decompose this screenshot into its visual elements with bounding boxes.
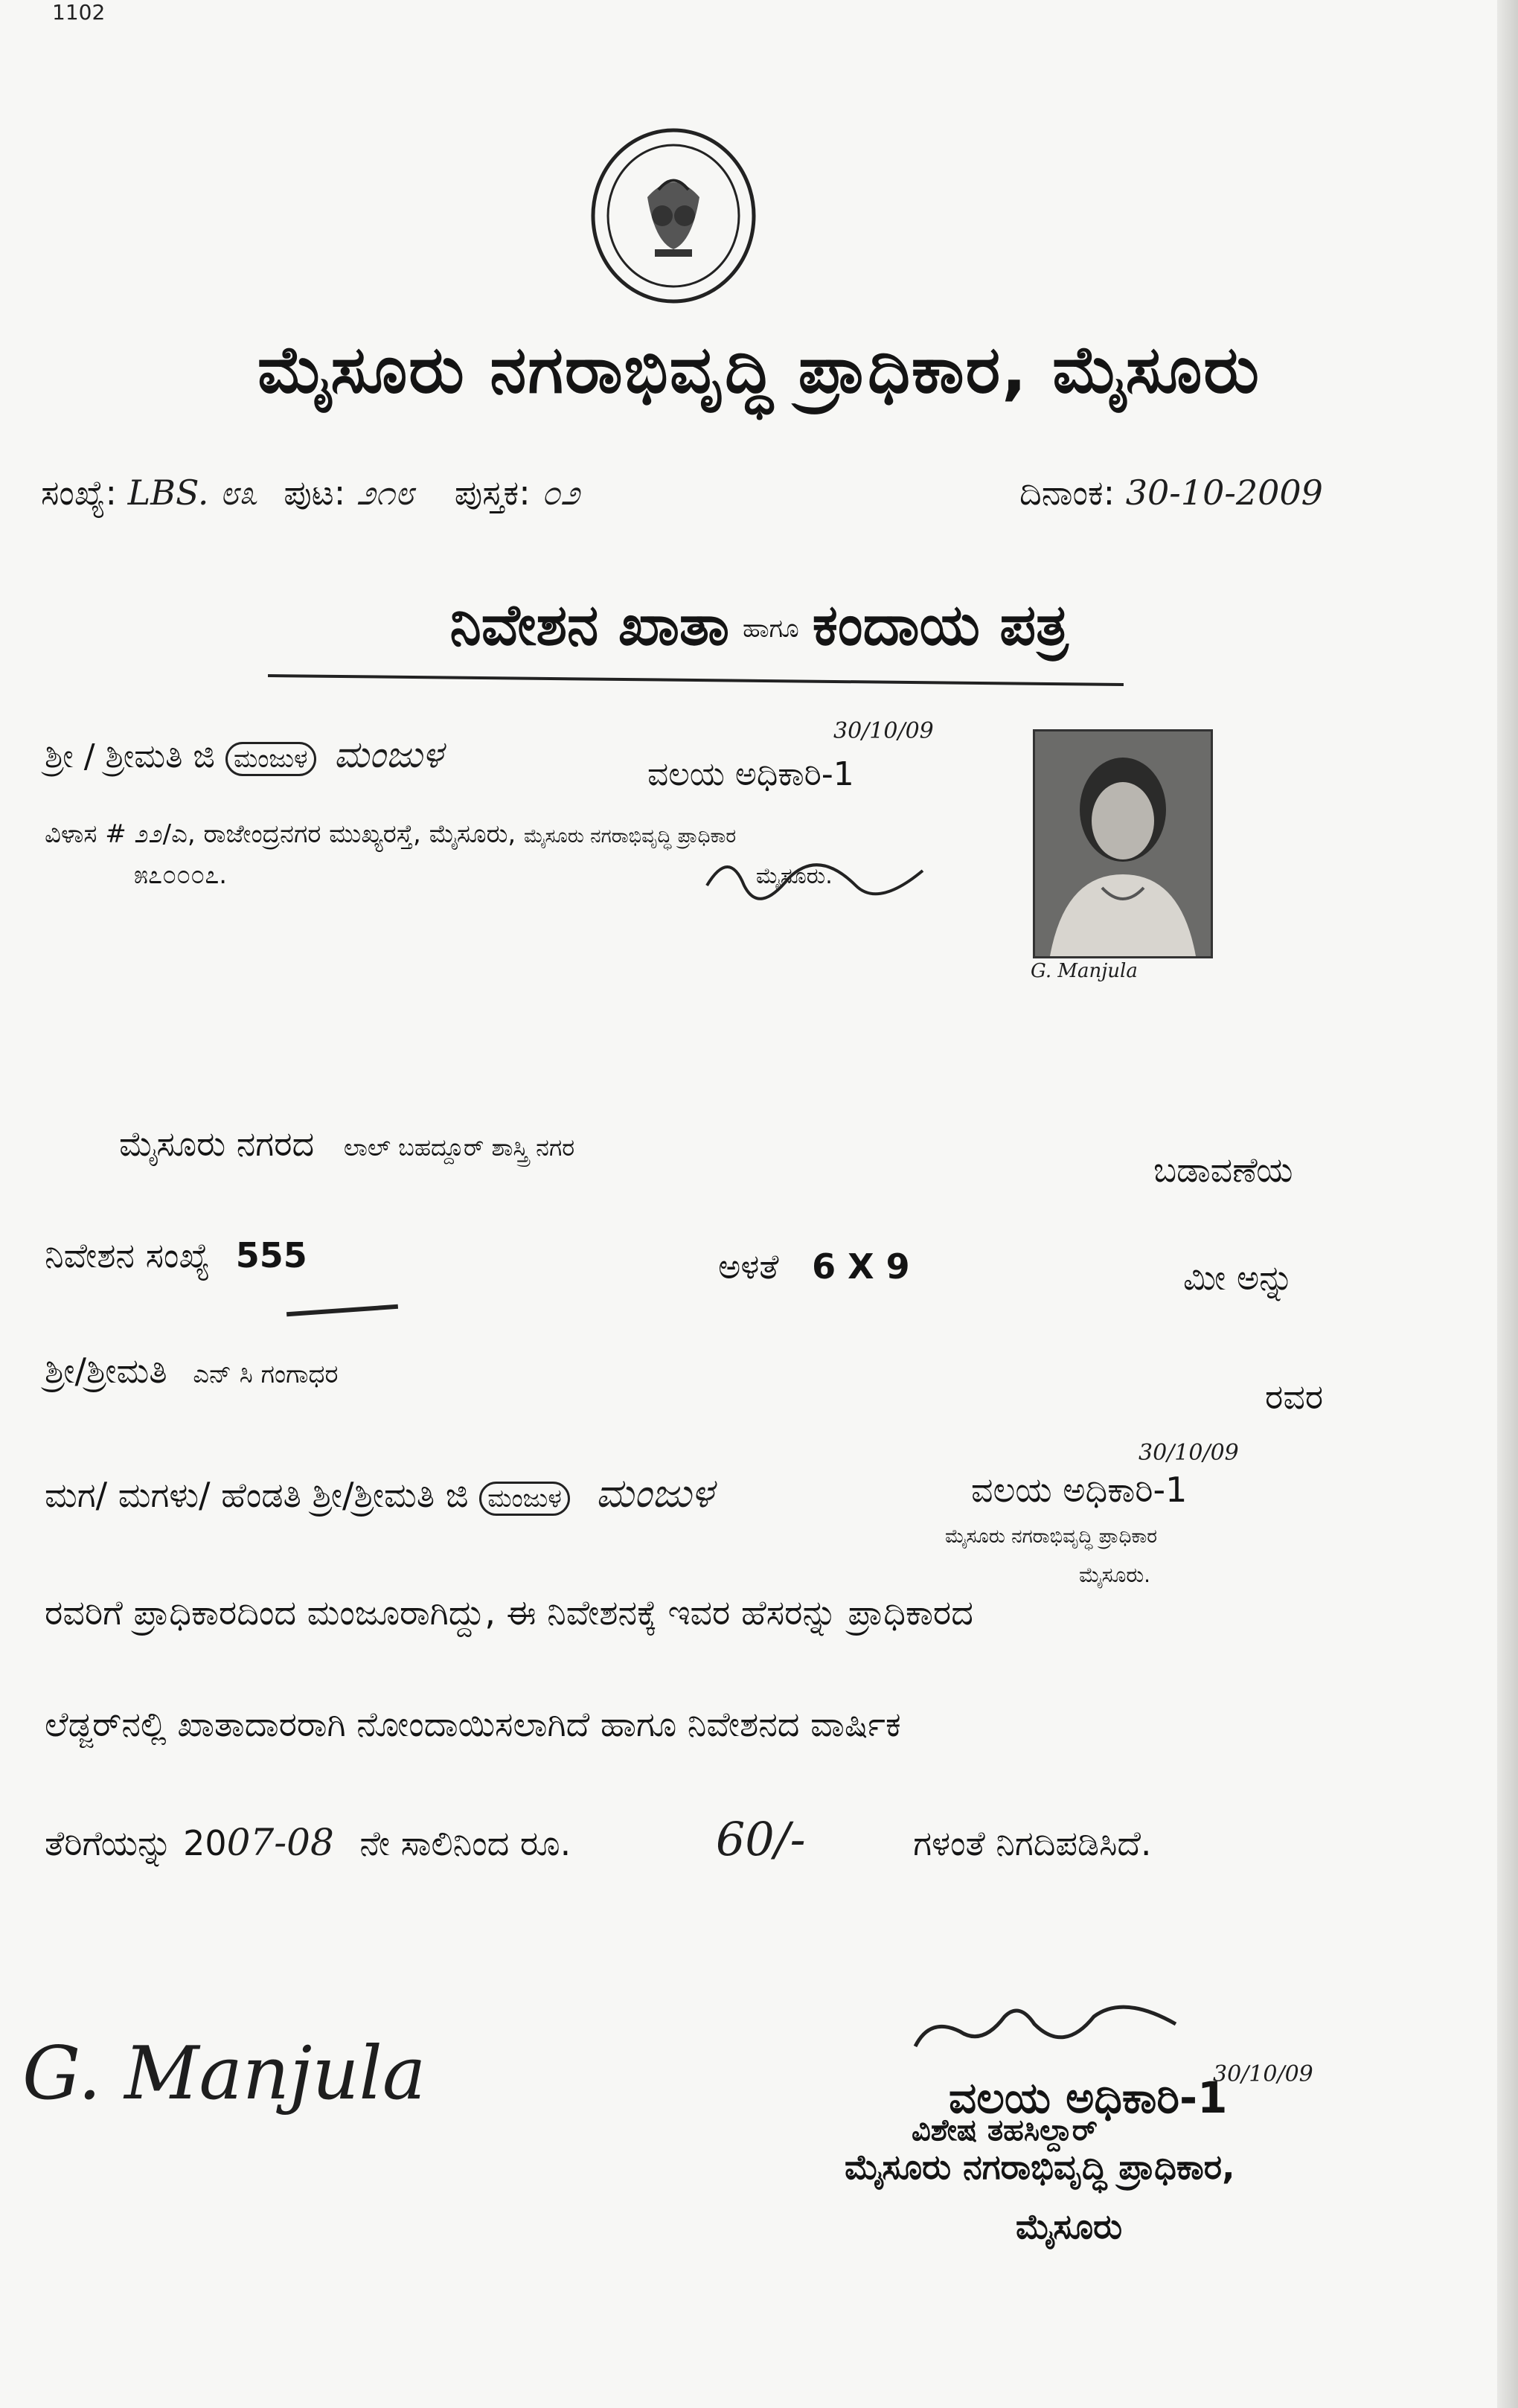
title-underline [268, 674, 1124, 686]
hand-underline [286, 1304, 398, 1316]
body-line-3: ಶ್ರೀ/ಶ್ರೀಮತಿ ಎನ್ ಸಿ ಗಂಗಾಧರ [45, 1351, 339, 1391]
officer-stamp-city-mid: ಮೈಸೂರು. [1079, 1563, 1151, 1587]
footer-city: ಮೈಸೂರು [1016, 2206, 1123, 2247]
reference-date: ದಿನಾಂಕ: 30-10-2009 [1019, 473, 1323, 513]
officer-stamp-title-top: ವಲಯ ಅಧಿಕಾರಿ-1 [647, 755, 854, 793]
person-photo-icon [1035, 731, 1211, 956]
organization-title: ಮೈಸೂರು ನಗರಾಭಿವೃದ್ಧಿ ಪ್ರಾಧಿಕಾರ, ಮೈಸೂರು [257, 331, 1261, 408]
body-line-7: ತೆರಿಗೆಯನ್ನು 2007-08 ನೇ ಸಾಲಿನಿಂದ ರೂ. 60/- ಗಳಂತೆ ನಿಗದಿಪಡಿಸಿದೆ. [45, 1812, 1152, 1866]
owner-address: ವಿಳಾಸ # ೨೨/ಎ, ರಾಜೇಂದ್ರನಗರ ಮುಖ್ಯರಸ್ತೆ, ಮೈಸೂರು, ಮೈಸೂರು ನಗರಾಭಿವೃದ್ಧಿ ಪ್ರಾಧಿಕಾರ ೫೭೦೦೦೭. ಮೈಸೂರು. [45, 819, 833, 890]
officer-stamp-title-mid: ವಲಯ ಅಧಿಕಾರಿ-1 [971, 1470, 1188, 1510]
officer-stamp-org-mid: ಮೈಸೂರು ನಗರಾಭಿವೃದ್ಧಿ ಪ್ರಾಧಿಕಾರ [945, 1525, 1158, 1548]
photo-caption-signature: G. Manjula [1031, 960, 1138, 982]
body-line-3-end: ರವರ [1265, 1377, 1324, 1417]
body-line-5: ರವರಿಗೆ ಪ್ರಾಧಿಕಾರದಿಂದ ಮಂಜೂರಾಗಿದ್ದು, ಈ ನಿವೇಶನಕ್ಕೆ ಇವರ ಹೆಸರನ್ನು ಪ್ರಾಧಿಕಾರದ [45, 1592, 973, 1633]
reference-number: ಸಂಖ್ಯೆ: LBS. ೮೩ ಪುಟ: ೨೧೮ ಪುಸ್ತಕ: ೦೨ [41, 473, 580, 513]
officer-initials-top: 30/10/09 [833, 718, 934, 744]
footer-officer-subtitle: ವಿಶೇಷ ತಹಸಿಲ್ದಾರ್ [912, 2113, 1098, 2148]
body-line-2: ನಿವೇಶನ ಸಂಖ್ಯೆ 555 [45, 1235, 307, 1275]
owner-name-circled: ಮಂಜುಳ [225, 742, 316, 776]
owner-signature: ಮಂಜುಳ [333, 733, 443, 776]
officer-initials-bottom: 30/10/09 [1213, 2061, 1313, 2087]
applicant-signature: G. Manjula [22, 2031, 426, 2116]
body-line-6: ಲೆಡ್ಜರ್‌ನಲ್ಲಿ ಖಾತಾದಾರರಾಗಿ ನೋಂದಾಯಿಸಲಾಗಿದೆ ಹಾಗೂ ನಿವೇಶನದ ವಾರ್ಷಿಕ [45, 1704, 901, 1744]
document-title: ನಿವೇಶನ ಖಾತಾ ಹಾಗೂ ಕಂದಾಯ ಪತ್ರ [449, 592, 1069, 658]
owner-line: ಶ್ರೀ / ಶ್ರೀಮತಿ ಜಿ ಮಂಜುಳ ಮಂಜುಳ [45, 733, 443, 776]
line4-name-circled: ಮಂಜುಳ [479, 1482, 570, 1516]
body-line-1-end: ಬಡಾವಣೆಯ [1153, 1150, 1293, 1190]
officer-signature-bottom [908, 2002, 1191, 2069]
page-number: 1102 [52, 0, 106, 25]
body-line-2-end: ಮೀ ಅನ್ನು [1183, 1258, 1294, 1298]
body-line-1: ಮೈಸೂರು ನಗರದ ಲಾಲ್ ಬಹದ್ದೂರ್ ಶಾಸ್ತ್ರಿ ನಗರ [119, 1124, 575, 1164]
officer-signature-top [692, 841, 938, 923]
footer-officer-title: ವಲಯ ಅಧಿಕಾರಿ-1 [949, 2072, 1228, 2123]
footer-organization: ಮೈಸೂರು ನಗರಾಭಿವೃದ್ಧಿ ಪ್ರಾಧಿಕಾರ, [845, 2147, 1235, 2187]
body-line-4: ಮಗ/ ಮಗಳು/ ಹೆಂಡತಿ ಶ್ರೀ/ಶ್ರೀಮತಿ ಜಿ ಮಂಜುಳ ಮಂಜುಳ [45, 1470, 714, 1517]
site-dimensions: ಅಳತೆ 6 X 9 [718, 1246, 910, 1287]
officer-initials-mid: 30/10/09 [1138, 1440, 1239, 1466]
authority-seal-icon [588, 127, 759, 305]
applicant-photo [1033, 729, 1213, 958]
